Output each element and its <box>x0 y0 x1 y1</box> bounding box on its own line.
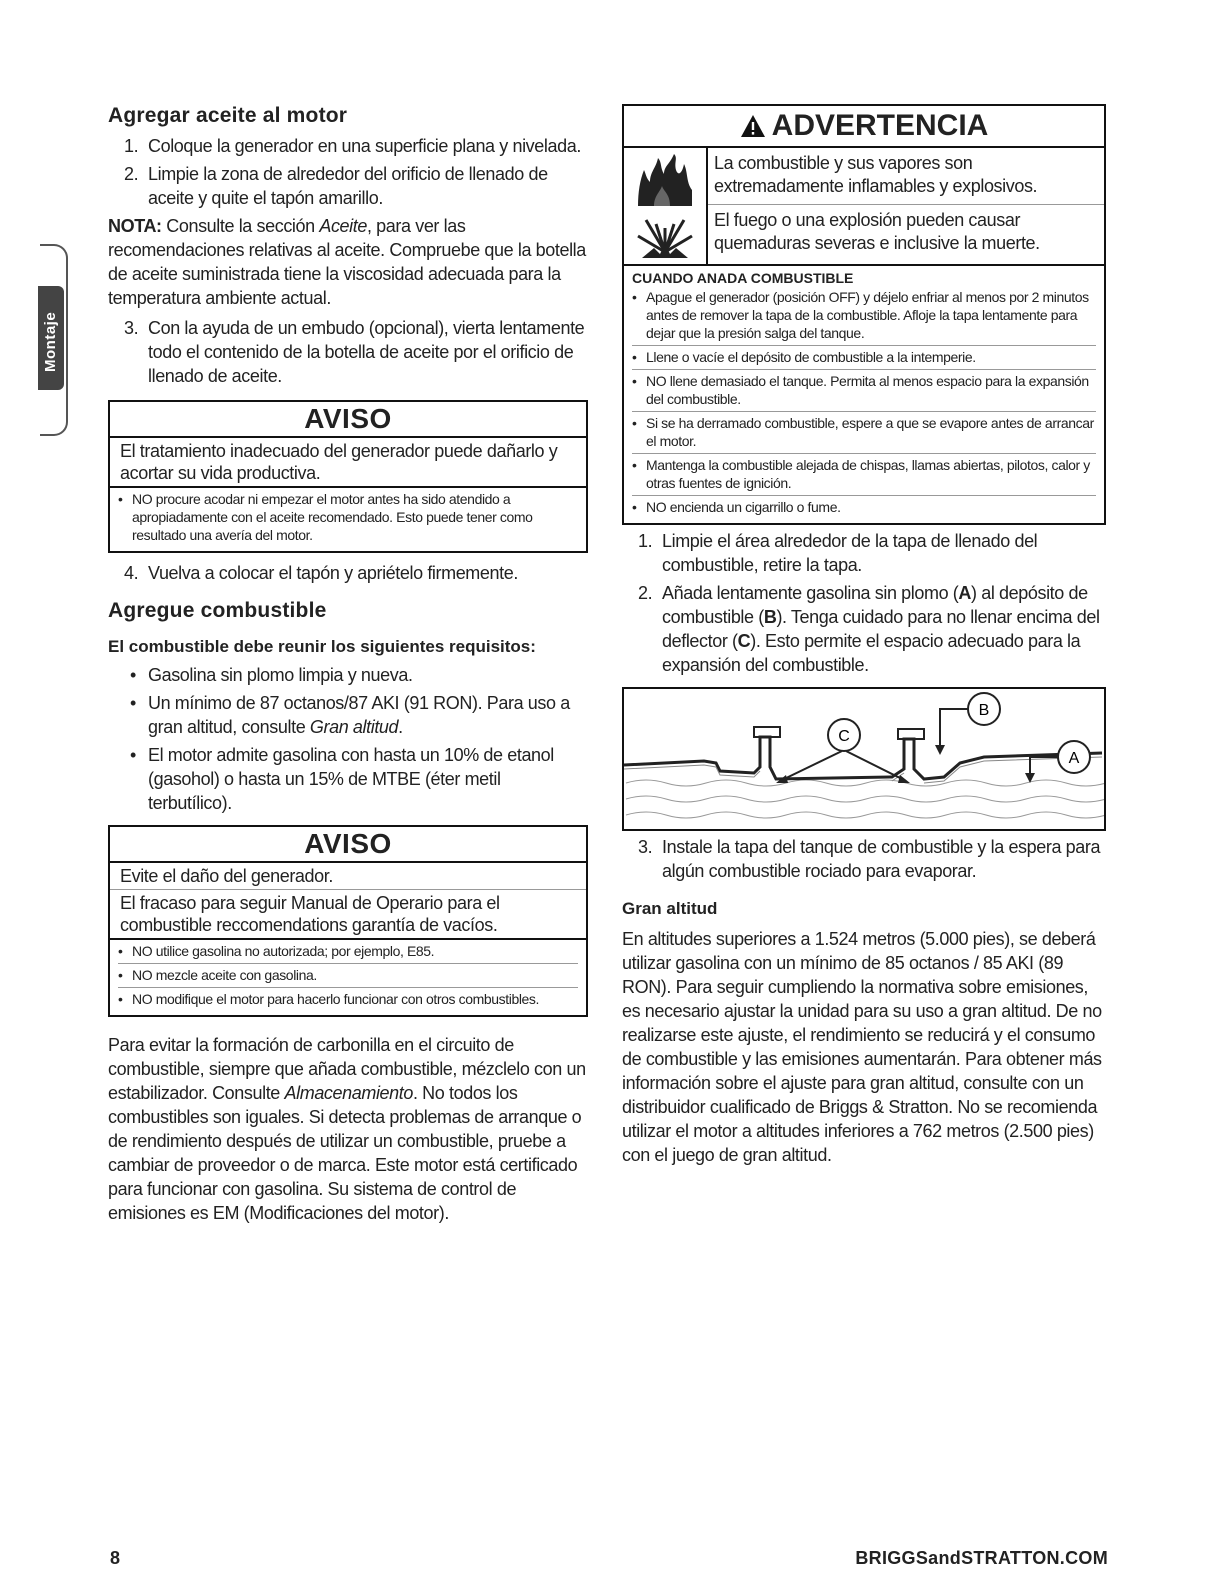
oil-step: 2. Limpie la zona de alrededor del orificio de llenado de aceite y quite el tapón amarillo. <box>124 164 548 208</box>
warning-message: La combustible y sus vapores son extremadamente inflamables y explosivos. <box>714 153 1038 196</box>
notice-bullet: • NO procure acodar ni empezar el motor antes ha sido atendido a apropiadamente con el aceite recomendado. Esto puede tener como resultado una avería del motor. <box>118 490 578 544</box>
nota: NOTA: Consulte la sección Aceite, para ver las recomendaciones relativas al aceite. Compruebe que la botella de aceite suministrada tiene la viscosidad adecuada para la temperatura ambiente actual. <box>108 216 586 308</box>
oil-link: Aceite <box>319 216 367 236</box>
fuel-steps-final <box>622 835 1106 883</box>
fuel-requirements <box>108 663 588 815</box>
altitude-heading: Gran altitud <box>622 899 718 918</box>
website: BRIGGSandSTRATTON.COM <box>855 1548 1108 1568</box>
label-a: A <box>1068 750 1080 767</box>
notice-message: Evite el daño del generador. <box>110 863 586 890</box>
fuel-requirement: • Gasolina sin plomo limpia y nueva. <box>108 663 588 687</box>
stabilizer-paragraph: Para evitar la formación de carbonilla en el circuito de combustible, siempre que añada combustible, mézclelo con un estabilizador. Consulte Almacenamiento. No todos los combustibles son iguales. Si detecta problemas de arranque o de rendimiento después de utilizar un combustible, pruebe a cambiar de proveedor o de marca. Este motor está certificado para funcionar con gasolina. Su sistema de control de emisiones es EM (Modificaciones del motor). <box>108 1035 586 1223</box>
page-number: 8 <box>110 1548 121 1568</box>
fuel-step: 1. Limpie el área alrededor de la tapa de llenado del combustible, retire la tapa. <box>638 531 1038 575</box>
fuel-requirements-heading: El combustible debe reunir los siguientes requisitos: <box>108 637 536 656</box>
warning-bullet: • Si se ha derramado combustible, espere a que se evapore antes de arrancar el motor. <box>632 411 1096 450</box>
notice-title: AVISO <box>110 402 586 438</box>
oil-step: 4. Vuelva a colocar el tapón y apriételo firmemente. <box>124 563 518 583</box>
storage-link: Almacenamiento <box>284 1083 413 1103</box>
section-tab-label: Montaje <box>42 311 59 372</box>
fire-icon <box>634 152 696 208</box>
fuel-requirement: • Un mínimo de 87 octanos/87 AKI (91 RON). Para uso a gran altitud, consulte Gran altitud. <box>108 691 588 739</box>
left-column <box>108 100 588 1225</box>
notice-message: El fracaso para seguir Manual de Operario para el combustible reccomendations garantía de vacíos. <box>110 890 586 940</box>
right-column <box>622 104 1106 1167</box>
oil-steps-cont <box>108 316 588 388</box>
fuel-steps <box>622 529 1106 677</box>
notice-box-oil <box>108 400 588 553</box>
warning-bullet: • Llene o vacíe el depósito de combustible a la intemperie. <box>632 345 1096 366</box>
oil-steps-final <box>108 561 588 585</box>
warning-bullet: • NO encienda un cigarrillo o fume. <box>632 495 1096 516</box>
warning-title: ADVERTENCIA <box>624 106 1104 148</box>
warning-triangle-icon <box>740 114 766 138</box>
notice-message: El tratamiento inadecuado del generador puede dañarlo y acortar su vida productiva. <box>110 438 586 488</box>
fuel-step: 3. Instale la tapa del tanque de combustible y la espera para algún combustible rociado para evaporar. <box>638 837 1101 881</box>
notice-box-fuel <box>108 825 588 1017</box>
oil-steps <box>108 134 588 210</box>
tank-cross-section <box>624 689 1104 829</box>
altitude-link: Gran altitud <box>309 717 399 737</box>
fuel-step: 2. Añada lentamente gasolina sin plomo (A) al depósito de combustible (B). Tenga cuidado para no llenar encima del deflector (C). Esto permite el espacio adecuado para la expansión del combustible. <box>638 583 1100 675</box>
fuel-requirement: • El motor admite gasolina con hasta un 10% de etanol (gasohol) o hasta un 15% de MTBE (éter metil terbutílico). <box>108 743 588 815</box>
label-b: B <box>978 702 990 719</box>
label-c: C <box>838 728 850 745</box>
fuel-tank-diagram <box>622 687 1106 831</box>
notice-title: AVISO <box>110 827 586 863</box>
warning-subheading: CUANDO ANADA COMBUSTIBLE <box>632 270 854 286</box>
warning-message: El fuego o una explosión pueden causar quemaduras severas e inclusive la muerte. <box>708 204 1104 261</box>
oil-heading: Agregar aceite al motor <box>108 104 348 127</box>
explosion-icon <box>634 208 696 260</box>
warning-box <box>622 104 1106 525</box>
oil-step: 3. Con la ayuda de un embudo (opcional), vierta lentamente todo el contenido de la botella de aceite por el orificio de llenado de aceite. <box>124 318 585 386</box>
notice-bullet: • NO mezcle aceite con gasolina. <box>118 963 578 984</box>
fuel-surface-waves <box>626 780 1104 818</box>
oil-step: 1. Coloque la generador en una superficie plana y nivelada. <box>124 136 581 156</box>
notice-bullet: • NO utilice gasolina no autorizada; por ejemplo, E85. <box>118 942 578 960</box>
altitude-paragraph: En altitudes superiores a 1.524 metros (5.000 pies), se deberá utilizar gasolina con un mínimo de 85 octanos / 85 AKI (89 RON). Para seguir cumpliendo la normativa sobre emisiones, es necesario ajustar la unidad para su uso a gran altitud. De no realizarse este ajuste, el rendimiento se reducirá y el consumo de combustible y las emisiones aumentarán. Para obtener más información sobre el ajuste para gran altitud, consulte con un distribuidor cualificado de Briggs & Stratton. No se recomienda utilizar el motor a altitudes inferiores a 762 metros (2.500 pies) con el juego de gran altitud. <box>622 929 1102 1165</box>
warning-bullet: • Apague el generador (posición OFF) y déjelo enfriar al menos por 2 minutos antes de remover la tapa de la combustible. Afloje la tapa lentamente para dejar que la presión salga del tanque. <box>632 288 1096 342</box>
nota-label: NOTA: <box>108 216 162 236</box>
warning-bullet: • NO llene demasiado el tanque. Permita al menos espacio para la expansión del combustible. <box>632 369 1096 408</box>
warning-bullet: • Mantenga la combustible alejada de chispas, llamas abiertas, pilotos, calor y otras fuentes de ignición. <box>632 453 1096 492</box>
notice-bullet: • NO modifique el motor para hacerlo funcionar con otros combustibles. <box>118 987 578 1008</box>
fuel-heading: Agregue combustible <box>108 599 327 622</box>
